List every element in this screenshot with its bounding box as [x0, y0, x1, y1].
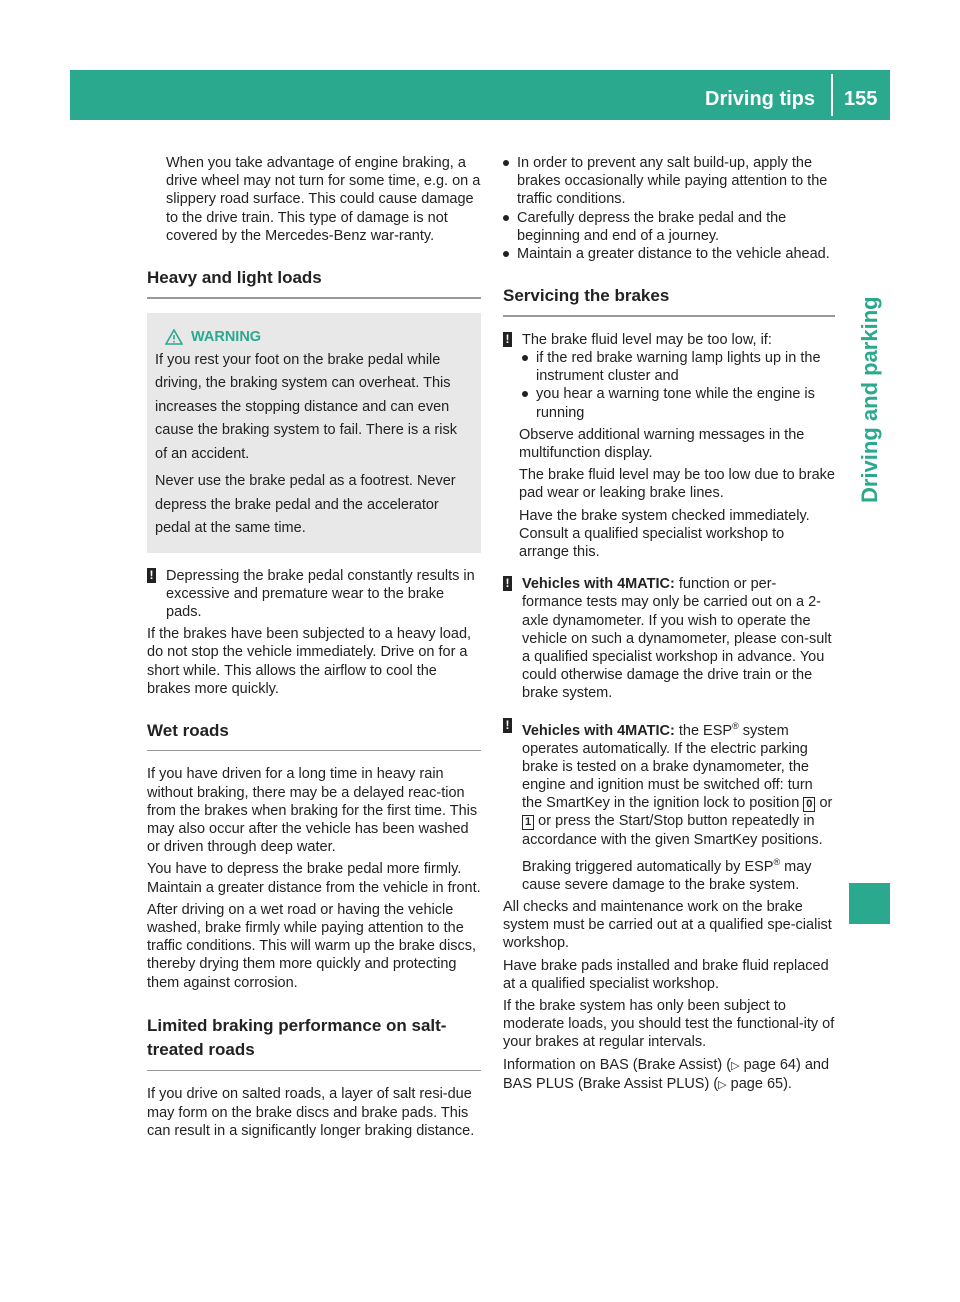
- engine-braking-note: When you take advantage of engine braking, a drive wheel may not turn for some time, e.g. on a slippery road surface. This could cause damage to the drive train. This type of damage is not covered by the Mercedes-Benz war-ranty.: [166, 155, 481, 244]
- warning-text-2: Never use the brake pedal as a footrest. Never depress the brake pedal and the accelerator pedal at the same time.: [155, 473, 456, 537]
- salt-paragraph-1: If you drive on salted roads, a layer of salt resi-due may form on the brake discs and brake pads. This can result in a significantly longer braking distance.: [147, 1086, 475, 1139]
- right-column: [503, 154, 835, 1094]
- warning-header: [165, 325, 473, 349]
- servicing-paragraph-3: If the brake system has only been subject to moderate loads, you should test the functional-ity of your brakes at regular intervals.: [503, 998, 835, 1051]
- list-item: [522, 349, 835, 385]
- note-bold-label: Vehicles with 4MATIC:: [522, 576, 675, 593]
- note-body: system operates automatically. If the electric parking brake is tested on a brake dynamometer, the engine and ignition must be switched off: turn the SmartKey in the ignition lock to position: [522, 722, 813, 812]
- list-item-text: Carefully depress the brake pedal and the beginning and end of a journey.: [517, 209, 787, 244]
- note-bold-label: Vehicles with 4MATIC:: [522, 722, 675, 739]
- registered-mark: ®: [773, 856, 781, 867]
- list-item-text: Maintain a greater distance to the vehicle ahead.: [517, 246, 830, 263]
- key-position-1-icon: 1: [522, 815, 534, 830]
- key-position-0-icon: 0: [803, 797, 815, 812]
- page-reference-link[interactable]: page 64) and BAS PLUS (Brake Assist PLUS) (: [503, 1056, 830, 1092]
- exclamation-icon: !: [503, 718, 512, 733]
- warning-triangle-icon: [165, 329, 183, 345]
- servicing-paragraph-4: [503, 1056, 835, 1094]
- note-paragraph-3: Have the brake system checked immediately. Consult a qualified specialist workshop to arrange this.: [519, 507, 810, 560]
- note-body: or: [819, 795, 833, 812]
- page-number: 155: [844, 88, 878, 110]
- heading-rule: [147, 1070, 481, 1072]
- heading-heavy-loads: Heavy and light loads: [147, 268, 322, 288]
- wet-paragraph-3: After driving on a wet road or having the vehicle washed, brake firmly while paying attention to the traffic conditions. This will warm up the brake discs, thereby drying them more quickly and protecting them against corrosion.: [147, 901, 477, 991]
- salt-bullet-list: [503, 154, 835, 263]
- note-4matic-dynamometer: [503, 575, 835, 702]
- page-ref-arrow-icon: ▷: [731, 1059, 740, 1072]
- list-item-text: if the red brake warning lamp lights up in the instrument cluster and: [536, 349, 821, 385]
- note-text: Depressing the brake pedal constantly results in excessive and premature wear to the brake pads.: [166, 567, 475, 620]
- list-item: [503, 245, 835, 263]
- heading-servicing: Servicing the brakes: [503, 286, 670, 306]
- note-paragraph-1: Observe additional warning messages in the multifunction display.: [519, 426, 805, 461]
- servicing-paragraph-1: All checks and maintenance work on the brake system must be carried out at a qualified spe-cialist workshop.: [503, 899, 832, 952]
- wet-paragraph-1: If you have driven for a long time in heavy rain without braking, there may be a delayed reac-tion from the brakes when braking for the first time. This may also occur after the vehicle has been washed or driven through deep water.: [147, 766, 478, 856]
- section-servicing: [503, 285, 835, 1094]
- heading-rule: [503, 315, 835, 317]
- note-intro: The brake fluid level may be too low, if:: [522, 331, 772, 348]
- warning-label: WARNING: [191, 328, 262, 345]
- left-column: [147, 154, 481, 1140]
- page-section-title: Driving tips: [705, 88, 816, 110]
- bullet-icon: [522, 355, 528, 361]
- note-4matic-esp: [503, 717, 835, 894]
- warning-text-1: If you rest your foot on the brake pedal while driving, the braking system can overheat. This increases the stopping distance and can even cause the braking system to fail. There is a risk of an accident.: [155, 351, 457, 462]
- bullet-icon: [503, 160, 509, 166]
- note-body: or press the Start/Stop button repeatedly in accordance with the given SmartKey positions.: [522, 813, 823, 848]
- registered-mark: ®: [732, 720, 739, 731]
- list-item-text: you hear a warning tone while the engine is running: [536, 386, 815, 421]
- servicing-paragraph-2: Have brake pads installed and brake fluid replaced at a qualified specialist workshop.: [503, 957, 829, 992]
- list-item-text: In order to prevent any salt build-up, apply the brakes occasionally while paying attention to the traffic conditions.: [517, 155, 828, 208]
- paragraph-text: Information on BAS (Brake Assist) (: [503, 1056, 732, 1073]
- bullet-icon: [503, 215, 509, 221]
- exclamation-icon: !: [147, 568, 156, 583]
- warning-box: [147, 313, 481, 553]
- note-text: [522, 717, 835, 849]
- wet-paragraph-2: You have to depress the brake pedal more firmly. Maintain a greater distance from the vehicle in front.: [147, 861, 481, 896]
- list-item: [522, 385, 835, 421]
- note-body: Braking triggered automatically by ESP: [522, 858, 774, 875]
- list-item: [503, 209, 835, 245]
- section-heavy-loads: [147, 267, 481, 698]
- page-reference-link[interactable]: page 65).: [730, 1075, 792, 1092]
- note-body: function or per-formance tests may only be carried out on a 2-axle dynamometer. If you wish to operate the vehicle on such a dynamometer, please con-sult a qualified specialist workshop in advance. You could otherwise damage the drive train or the brake system.: [522, 576, 832, 702]
- note-brake-fluid: [503, 331, 835, 422]
- side-tab: [848, 296, 890, 510]
- heavy-load-paragraph: If the brakes have been subjected to a heavy load, do not stop the vehicle immediately. Drive on for a short while. This allows the airflow to cool the brakes more quickly.: [147, 626, 472, 697]
- note-brake-pads: [147, 567, 481, 622]
- note-body: the ESP: [678, 722, 733, 739]
- heading-rule: [147, 297, 481, 299]
- exclamation-icon: !: [503, 332, 512, 347]
- heading-rule: [147, 750, 481, 752]
- list-item: [503, 154, 835, 209]
- note-paragraph: [522, 853, 835, 894]
- heading-wet-roads: Wet roads: [147, 720, 229, 740]
- page-ref-arrow-icon: ▷: [718, 1078, 727, 1091]
- side-tab-label: Driving and parking: [857, 296, 882, 503]
- heading-salt-roads: Limited braking performance on salt-treated roads: [147, 1015, 447, 1059]
- note-body: may cause severe damage to the brake system.: [522, 858, 812, 893]
- note-paragraph-2: The brake fluid level may be too low due to brake pad wear or leaking brake lines.: [519, 467, 835, 502]
- bullet-icon: [503, 251, 509, 257]
- side-marker-block: [849, 883, 890, 924]
- note-text: [522, 575, 835, 702]
- section-wet-roads: [147, 720, 481, 992]
- header-divider: [831, 74, 833, 116]
- bullet-icon: [522, 391, 528, 397]
- section-salt-roads: [147, 1014, 481, 1140]
- exclamation-icon: !: [503, 576, 512, 591]
